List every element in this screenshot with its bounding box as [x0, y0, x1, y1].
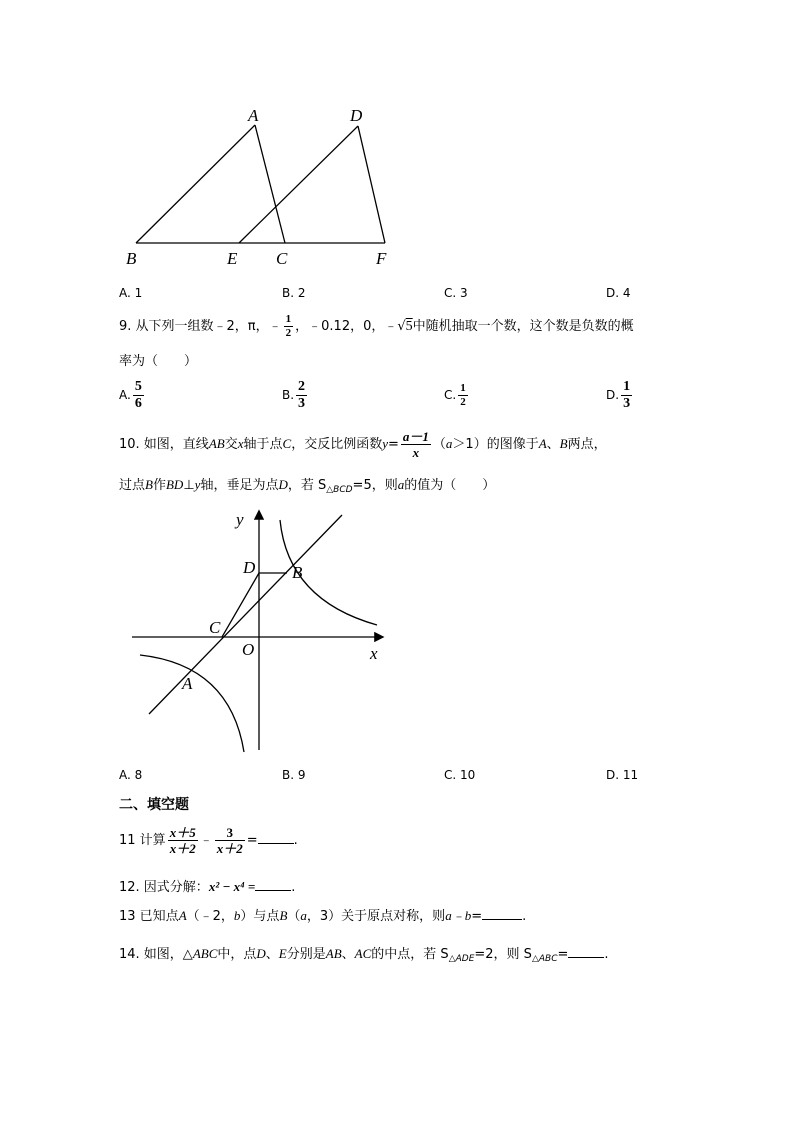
segment-ac: [255, 125, 285, 243]
q8-option-d: D. 4: [606, 286, 631, 300]
line-ab: [149, 515, 342, 714]
label-a: A: [248, 106, 259, 125]
graph-label-a: A: [182, 674, 193, 693]
label-e: E: [227, 249, 238, 268]
q13-stem: 13 已知点A（﹣2，b）与点B（a，3）关于原点对称，则a﹣b= .: [119, 908, 527, 924]
segment-ab: [136, 125, 255, 243]
q11-stem: 11 计算 $\frac{x+5}{x+2}$ ﹣ $\frac{3}{x+2}$ = .: [119, 825, 298, 856]
graph-label-c: C: [209, 618, 221, 637]
section-title: 二、填空题: [119, 797, 189, 813]
q10-option-d: D. 11: [606, 768, 639, 782]
q8-option-b: B. 2: [282, 286, 306, 300]
label-b: B: [126, 249, 137, 268]
q10-option-b: B. 9: [282, 768, 306, 782]
q12-stem: 12. 因式分解：x² − x⁴ = .: [119, 879, 296, 895]
q10-option-a: A. 8: [119, 768, 143, 782]
segment-de: [239, 126, 358, 243]
graph-label-o: O: [242, 640, 255, 659]
label-f: F: [376, 249, 387, 268]
q10-fraction: $\frac{a-1}{x}$: [402, 429, 429, 460]
graph-label-y: y: [236, 510, 244, 529]
q8-option-a: A. 1: [119, 286, 143, 300]
q9-stem: 9. 从下列一组数﹣2，π，﹣ $\frac{1}{2}$ ，﹣0.12，0，﹣√5中随机抽取一个数，这个数是负数的概: [119, 313, 634, 339]
label-d: D: [350, 106, 363, 125]
q9-option-c: C. $\frac{1}{2}$: [444, 382, 466, 408]
q14-stem: 14. 如图，△ABC中，点D、E分别是AB、AC的中点，若 $S_{\triangle ADE}=2$，则 $S_{\triangle ABC}=$ .: [119, 946, 609, 964]
q10-stem: 10. 如图，直线AB交x轴于点C，交反比例函数y= $\frac{a-1}{x}$ （a＞1）的图像于A、B两点，: [119, 429, 607, 460]
graph-label-x: x: [370, 644, 378, 663]
q10-stem-line2: 过点B作BD⊥y轴，垂足为点D，若 $S_{\triangle BCD}=5$，则a的值为（ ）: [119, 477, 496, 495]
segment-cd: [222, 573, 259, 637]
q9-option-a: A. $\frac{5}{6}$: [119, 379, 142, 411]
q8-option-c: C. 3: [444, 286, 468, 300]
q9-option-d: D. $\frac{1}{3}$: [606, 379, 631, 411]
label-c: C: [276, 249, 288, 268]
q9-fraction: $\frac{1}{2}$: [285, 313, 292, 339]
q10-option-c: C. 10: [444, 768, 476, 782]
graph-label-b: B: [292, 563, 303, 582]
hyperbola-graph: [120, 500, 400, 760]
graph-label-d: D: [243, 558, 256, 577]
q9-stem-line2: 率为（ ）: [119, 354, 198, 369]
triangles-figure: [110, 100, 410, 275]
segment-df: [358, 126, 385, 243]
q9-option-b: B. $\frac{2}{3}$: [282, 379, 306, 411]
